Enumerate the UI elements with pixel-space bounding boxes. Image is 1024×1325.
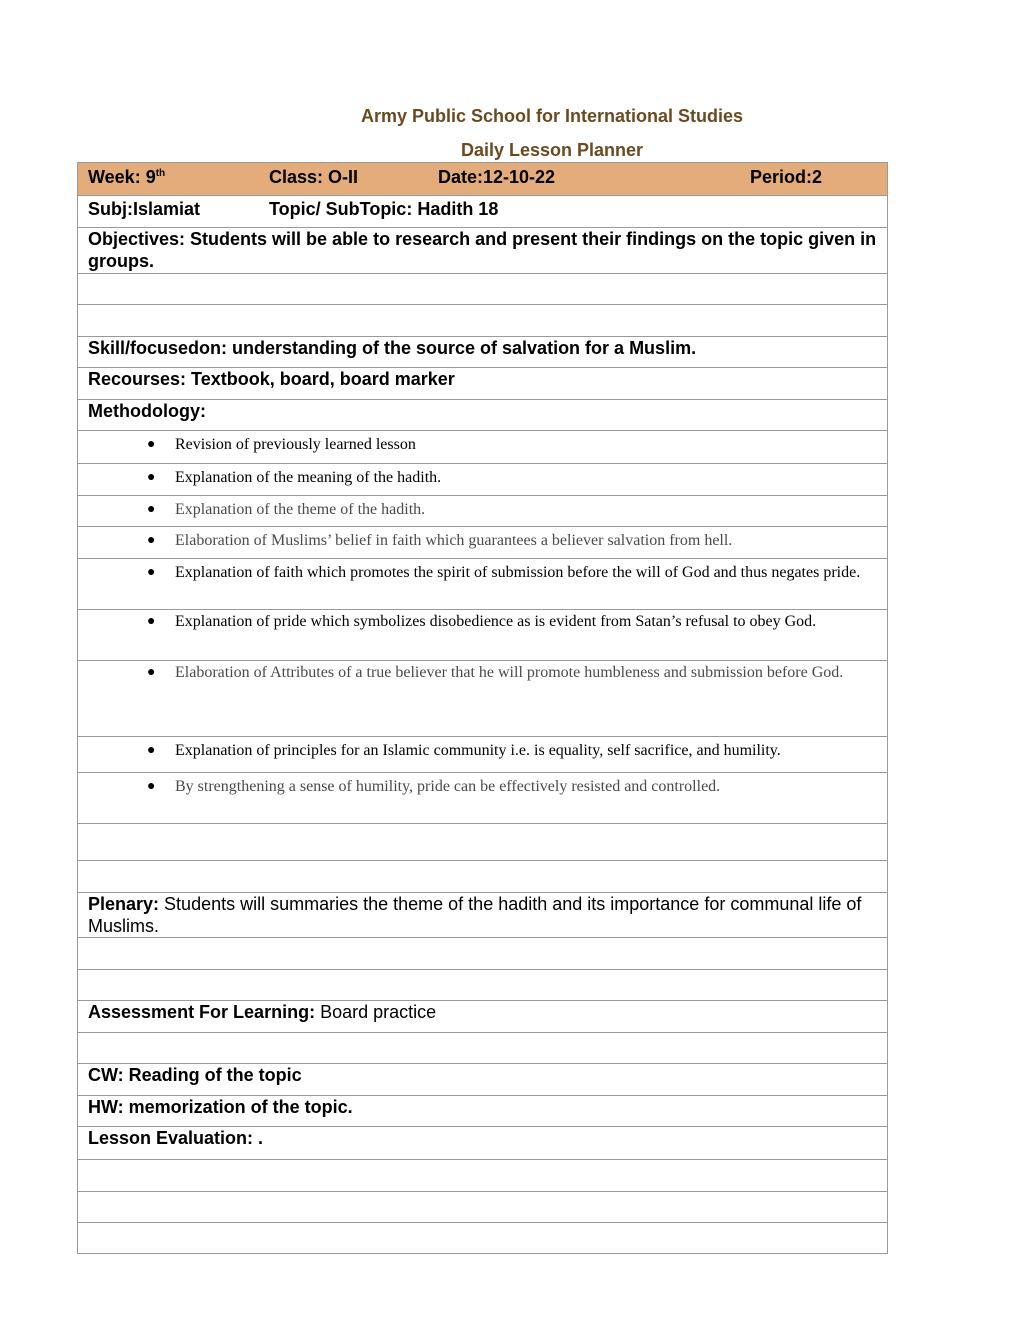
- methodology-item-text: Revision of previously learned lesson: [175, 436, 416, 453]
- methodology-label: Methodology:: [78, 400, 888, 431]
- resources-row: [78, 368, 888, 400]
- blank-row: [78, 1192, 888, 1223]
- assessment-row: [78, 1001, 888, 1033]
- classwork-text: CW: Reading of the topic: [78, 1064, 888, 1096]
- classwork-row: [78, 1064, 888, 1096]
- plenary-label: Plenary:: [88, 894, 160, 914]
- bullet-icon: ●: [147, 665, 156, 680]
- bullet-icon: ●: [147, 565, 156, 580]
- plenary-row: [78, 893, 888, 938]
- methodology-item-text: Elaboration of Attributes of a true believer that he will promote humbleness and submission before God.: [175, 664, 844, 681]
- methodology-item-text: Elaboration of Muslims’ belief in faith which guarantees a believer salvation from hell.: [175, 532, 733, 549]
- methodology-item: [78, 464, 888, 496]
- skill-row: [78, 337, 888, 368]
- bullet-icon: ●: [147, 437, 156, 452]
- methodology-item-text: By strengthening a sense of humility, pride can be effectively resisted and controlled.: [175, 778, 721, 795]
- blank-row: [78, 1223, 888, 1254]
- plenary-text: Students will summaries the theme of the hadith and its importance for communal life of Muslims.: [88, 894, 862, 936]
- methodology-item-text: Explanation of faith which promotes the spirit of submission before the will of God and thus negates pride.: [175, 564, 861, 581]
- methodology-item-text: Explanation of the theme of the hadith.: [175, 501, 426, 518]
- methodology-item-text: Explanation of pride which symbolizes disobedience as is evident from Satan’s refusal to obey God.: [175, 613, 817, 630]
- header-row: [78, 163, 888, 196]
- evaluation-row: [78, 1127, 888, 1160]
- methodology-item: [78, 431, 888, 464]
- subject-label: Subj:Islamiat: [88, 199, 201, 219]
- week-label: Week: 9th: [88, 167, 166, 187]
- bullet-icon: ●: [147, 470, 156, 485]
- assessment-label: Assessment For Learning:: [88, 1002, 316, 1022]
- evaluation-text: Lesson Evaluation: .: [78, 1127, 888, 1160]
- period-label: Period:2: [750, 167, 823, 187]
- week-suffix: th: [155, 168, 166, 179]
- resources-text: Recourses: Textbook, board, board marker: [78, 368, 888, 400]
- methodology-item: [78, 661, 888, 737]
- methodology-item: [78, 527, 888, 559]
- blank-row: [78, 1033, 888, 1064]
- methodology-item-text: Explanation of principles for an Islamic community i.e. is equality, self sacrifice, and humility.: [175, 742, 781, 759]
- assessment-text: Board practice: [315, 1002, 437, 1022]
- lesson-planner-table: [77, 162, 888, 1254]
- homework-row: [78, 1096, 888, 1127]
- blank-row: [78, 861, 888, 893]
- methodology-item: [78, 737, 888, 773]
- methodology-row: [78, 400, 888, 431]
- skill-text: Skill/focusedon: understanding of the source of salvation for a Muslim.: [78, 337, 888, 368]
- methodology-item: [78, 559, 888, 610]
- blank-row: [78, 824, 888, 861]
- class-label: Class: O-II: [269, 167, 359, 187]
- objectives-text: Objectives: Students will be able to research and present their findings on the topic given in groups.: [78, 228, 888, 274]
- bullet-icon: ●: [147, 614, 156, 629]
- homework-text: HW: memorization of the topic.: [78, 1096, 888, 1127]
- blank-row: [78, 938, 888, 970]
- blank-row: [78, 1160, 888, 1192]
- topic-label: Topic/ SubTopic: Hadith 18: [269, 199, 499, 219]
- date-label: Date:12-10-22: [438, 167, 556, 187]
- blank-row: [78, 305, 888, 337]
- planner-title: Daily Lesson Planner: [460, 140, 644, 160]
- school-name: Army Public School for International Studies: [360, 106, 744, 126]
- bullet-icon: ●: [147, 779, 156, 794]
- methodology-item: [78, 610, 888, 661]
- bullet-icon: ●: [147, 533, 156, 548]
- blank-row: [78, 274, 888, 305]
- objectives-row: [78, 228, 888, 274]
- methodology-item: [78, 773, 888, 824]
- blank-row: [78, 970, 888, 1001]
- methodology-item-text: Explanation of the meaning of the hadith.: [175, 469, 442, 486]
- subject-row: [78, 196, 888, 228]
- methodology-item: [78, 496, 888, 527]
- bullet-icon: ●: [147, 502, 156, 517]
- bullet-icon: ●: [147, 743, 156, 758]
